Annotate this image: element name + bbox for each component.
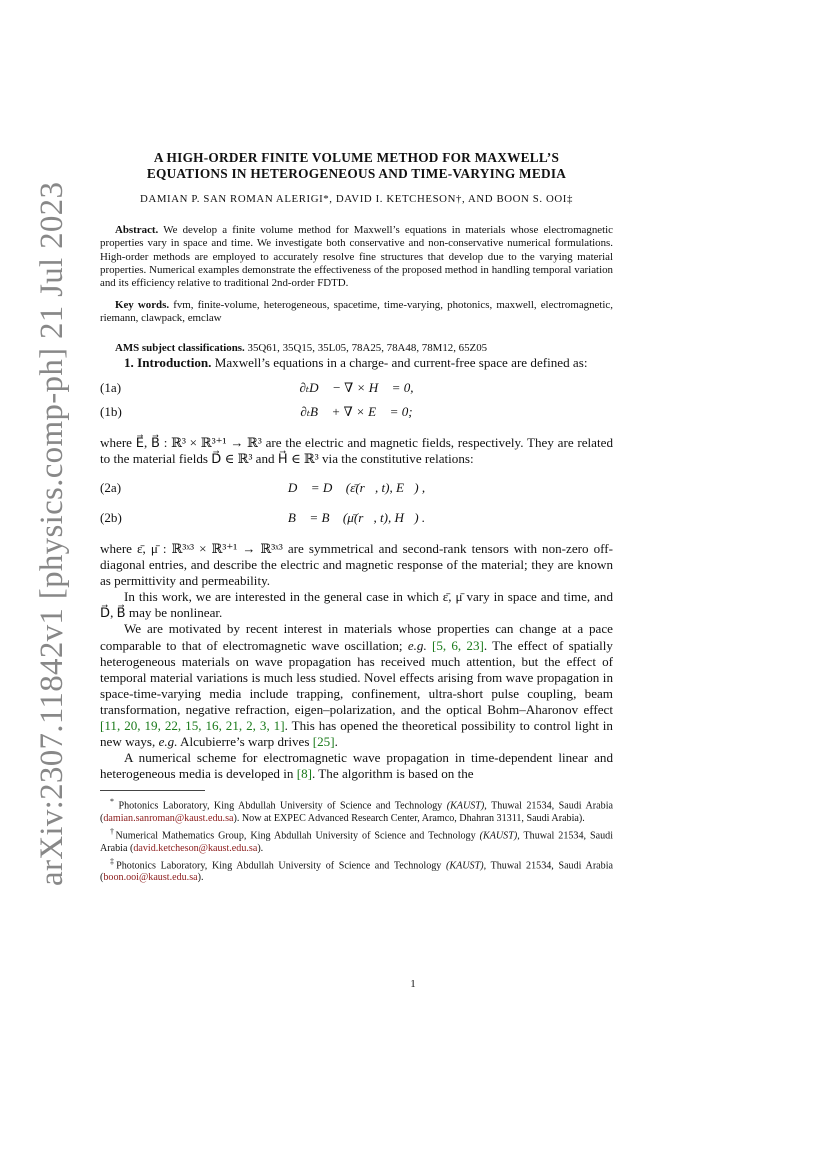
general-case-paragraph: In this work, we are interested in the general case in which ε̄, μ̄ vary in space and time, and D⃗, B⃗ may be nonlinear. — [100, 589, 613, 621]
footnote-mark: ‡ — [110, 856, 117, 866]
footnote-text: , Thuwal 21534, Saudi Arabia ( — [100, 859, 613, 884]
footnote-mark: * — [110, 797, 114, 807]
scheme-text-a: A numerical scheme for electromagnetic wave propagation in time-dependent linear and heterogeneous media is developed in — [100, 750, 613, 782]
keywords — [100, 299, 613, 325]
ams-label: AMS subject classifications. — [115, 341, 245, 354]
title-line-1: A HIGH-ORDER FINITE VOLUME METHOD FOR MAXWELL’S — [153, 150, 560, 165]
scheme-paragraph — [100, 750, 613, 782]
footnote-mark: † — [110, 826, 116, 836]
arxiv-sidebar-stamp: arXiv:2307.11842v1 [physics.comp-ph] 21 Jul 2023 — [34, 181, 70, 886]
equation-1a — [100, 377, 613, 401]
footnote-text: ). Now at EXPEC Advanced Research Center, Aramco, Dhahran 31311, Saudi Arabia). — [233, 813, 585, 825]
kaust-label: (KAUST) — [479, 830, 518, 842]
footnote-1 — [100, 796, 613, 826]
footnote-text: ). — [197, 872, 204, 884]
abstract — [100, 224, 613, 290]
intro-text: Maxwell’s equations in a charge- and current-free space are defined as: — [214, 354, 588, 370]
abstract-text: We develop a finite volume method for Maxwell’s equations in materials whose electromagnetic properties vary in space and time. We investigate both conservative and non-conservative numerical formulations. High-order methods are employed to accurately resolve fine structures that develop due to the varying material properties. Numerical examples demonstrate the effectiveness of the proposed method in handling temporal variation and its efficiency relative to traditional 2nd-order FDTD. — [100, 224, 613, 289]
abstract-label: Abstract. — [115, 224, 159, 237]
equation-expression: B⃗ = B⃗ (μ̄(r⃗, t), H⃗) . — [287, 510, 426, 525]
footnote-text: Numerical Mathematics Group, King Abdullah University of Science and Technology — [115, 830, 476, 842]
ams-text: 35Q61, 35Q15, 35L05, 78A25, 78A48, 78M12, 65Z05 — [247, 341, 488, 354]
equation-expression: ∂ₜB⃗ + ∇ × E⃗ = 0; — [300, 403, 413, 419]
constitutive-intro: where E⃗, B⃗ : ℝ³ × ℝ³⁺¹ → ℝ³ are the electric and magnetic fields, respectively. They are related to the material fields D⃗ ∈ ℝ³ and H⃗ ∈ ℝ³ via the constitutive relations: — [100, 434, 613, 466]
section-heading: 1. Introduction. — [124, 354, 212, 370]
equation-number: (1a) — [100, 379, 122, 395]
email-link[interactable]: david.ketcheson@kaust.edu.sa — [133, 842, 258, 854]
footnote-text: , Thuwal 21534, Saudi Arabia ( — [100, 830, 613, 854]
paper-title — [100, 150, 613, 182]
equation-expression: D⃗ = D⃗ (ε̄(r⃗, t), E⃗) , — [287, 480, 426, 495]
ams-classifications — [100, 342, 613, 355]
footnote-divider — [100, 790, 205, 791]
equation-number: (1b) — [100, 403, 122, 419]
citation-link[interactable]: [25] — [312, 734, 335, 750]
citation-link[interactable]: [11, 20, 19, 22, 15, 16, 21, 2, 3, 1] — [100, 718, 285, 734]
eg-abbrev: e.g. — [407, 637, 427, 653]
kaust-label: (KAUST) — [446, 859, 484, 871]
title-line-2: EQUATIONS IN HETEROGENEOUS AND TIME-VARYING MEDIA — [146, 166, 567, 181]
page-number: 1 — [410, 978, 416, 990]
footnote-text: Photonics Laboratory, King Abdullah University of Science and Technology — [116, 859, 442, 871]
footnote-text: , Thuwal 21534, Saudi Arabia ( — [100, 800, 613, 825]
equation-2a — [100, 473, 613, 503]
paper-page — [100, 150, 613, 885]
scheme-text-b: . The algorithm is based on the — [312, 766, 474, 782]
keywords-label: Key words. — [115, 299, 170, 312]
equation-2b — [100, 503, 613, 533]
email-link[interactable]: boon.ooi@kaust.edu.sa — [103, 872, 198, 884]
tensor-paragraph: where ε̄, μ̄ : ℝ³ˣ³ × ℝ³⁺¹ → ℝ³ˣ³ are symmetrical and second-rank tensors with non-zero off-diagonal entries, and describe the electric and magnetic response of the material; they are known as permittivity and permeability. — [100, 541, 613, 589]
motivation-paragraph: We are motivated by recent interest in materials whose properties can change at a pace comparable to that of electromagnetic wave oscillation; e.g. [5, 6, 23]. The effect of spatially heterogeneous materials on wave propagation has received much attention, but the effect of temporal material variations is much less studied. Novel effects arising from wave propagation in space-time-varying media include trapping, confinement, ultra-short pulse coupling, beam transformation, negative refraction, eigen–polarization, and the optical Bohm–Aharonov effect [11, 20, 19, 22, 15, 16, 21, 2, 3, 1]. This has opened the theoretical possibility to control light in new ways, e.g. Alcubierre’s warp drives [25]. — [100, 621, 613, 750]
kaust-label: (KAUST) — [446, 800, 485, 812]
motivation-text-b: . The effect of spatially heterogeneous materials on wave propagation has received much attention, but the effect of temporal material variations is much less studied. Novel effects arising from wave propagation in space-time-varying media include trapping, confinement, ultra-short pulse coupling, beam transformation, negative refraction, eigen–polarization, and the optical Bohm–Aharonov effect — [100, 637, 613, 717]
motivation-text-d: Alcubierre’s warp drives — [180, 734, 310, 750]
footnote-3 — [100, 856, 613, 886]
footnote-2 — [100, 826, 613, 856]
email-link[interactable]: damian.sanroman@kaust.edu.sa — [103, 813, 234, 825]
motivation-text-c: . This has opened the theoretical possibility to control light in new ways, — [100, 718, 613, 750]
citation-link[interactable]: [8] — [296, 766, 312, 782]
eg-abbrev: e.g. — [158, 734, 178, 750]
keywords-text: fvm, finite-volume, heterogeneous, spacetime, time-varying, photonics, maxwell, electromagnetic, riemann, clawpack, emclaw — [100, 299, 613, 325]
motivation-text-a: We are motivated by recent interest in materials whose properties can change at a pace comparable to that of electromagnetic wave oscillation; — [100, 621, 613, 653]
equation-1b — [100, 401, 613, 425]
equation-number: (2a) — [100, 480, 122, 495]
equation-number: (2b) — [100, 510, 122, 525]
equation-expression: ∂ₜD⃗ − ∇ × H⃗ = 0, — [299, 379, 414, 395]
citation-link[interactable]: [5, 6, 23] — [431, 637, 484, 653]
footnote-text: ). — [257, 842, 264, 854]
footnote-text: Photonics Laboratory, King Abdullah University of Science and Technology — [118, 800, 443, 812]
author-list: DAMIAN P. SAN ROMAN ALERIGI*, DAVID I. KETCHESON†, AND BOON S. OOI‡ — [140, 193, 573, 205]
intro-paragraph — [100, 355, 613, 371]
